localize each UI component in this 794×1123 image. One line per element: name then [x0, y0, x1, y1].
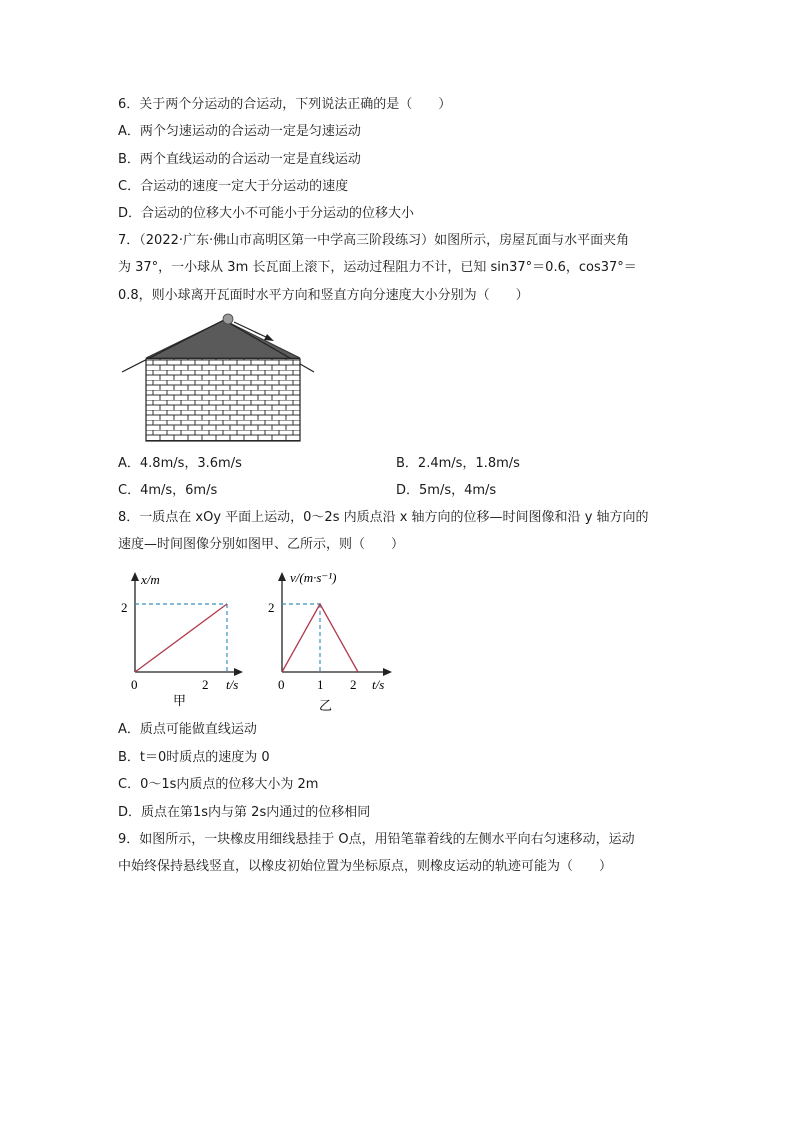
q7-stem-line2: 为 37°，一小球从 3m 长瓦面上滚下，运动过程阻力不计，已知 sin37°＝0.6，cos37°＝: [118, 260, 637, 275]
motion-arrowhead: [264, 334, 274, 341]
q8-stem-line2: 速度—时间图像分别如图甲、乙所示，则（ ）: [118, 537, 405, 552]
chart-yi: [264, 568, 399, 713]
ball: [223, 314, 233, 324]
chart-yi-xtick-0: 0: [278, 677, 285, 692]
chart-jia-xtick-2: 2: [202, 677, 209, 692]
q7-option-d: D．5m/s，4m/s: [396, 483, 497, 498]
chart-yi-xlabel: t/s: [372, 677, 385, 692]
house-roof-figure: [118, 310, 318, 445]
chart-yi-xtick-2: 2: [350, 677, 357, 692]
chart-jia-ylabel: x/m: [141, 572, 160, 587]
q8-stem-line1: 8．一质点在 xOy 平面上运动，0～2s 内质点沿 x 轴方向的位移—时间图像和沿 y 轴方向的: [118, 510, 649, 525]
chart-jia-ytick-2: 2: [121, 600, 128, 615]
q9-stem-line2: 中始终保持悬线竖直，以橡皮初始位置为坐标原点，则橡皮运动的轨迹可能为（ ）: [118, 859, 613, 874]
q7-option-a: A．4.8m/s，3.6m/s: [118, 456, 242, 471]
q8-option-d: D．质点在第1s内与第 2s内通过的位移相同: [118, 805, 371, 820]
chart-jia-xtick-0: 0: [131, 677, 138, 692]
q8-option-a: A．质点可能做直线运动: [118, 722, 257, 737]
chart-jia-x-arrow: [234, 668, 243, 676]
chart-yi-xtick-1: 1: [317, 677, 324, 692]
roof-shape: [146, 320, 300, 358]
q7-stem-line3: 0.8，则小球离开瓦面时水平方向和竖直方向分速度大小分别为（ ）: [118, 288, 529, 303]
q6-stem: 6．关于两个分运动的合运动，下列说法正确的是（ ）: [118, 97, 452, 112]
q8-option-c: C．0～1s内质点的位移大小为 2m: [118, 777, 319, 792]
chart-yi-y-arrow: [278, 572, 286, 581]
chart-yi-x-arrow: [383, 668, 392, 676]
chart-jia: [115, 568, 250, 713]
q6-option-c: C．合运动的速度一定大于分运动的速度: [118, 179, 349, 194]
q7-option-b: B．2.4m/s，1.8m/s: [396, 456, 520, 471]
q6-option-b: B．两个直线运动的合运动一定是直线运动: [118, 152, 361, 167]
chart-jia-series-line: [135, 604, 227, 672]
chart-yi-title: 乙: [319, 698, 333, 713]
chart-jia-xlabel: t/s: [226, 677, 239, 692]
chart-jia-y-arrow: [131, 572, 139, 581]
q9-stem-line1: 9．如图所示，一块橡皮用细线悬挂于 O点，用铅笔靠着线的左侧水平向右匀速移动，运动: [118, 832, 635, 847]
q6-option-d: D．合运动的位移大小不可能小于分运动的位移大小: [118, 206, 415, 221]
q6-option-a: A．两个匀速运动的合运动一定是匀速运动: [118, 124, 361, 139]
q7-option-c: C．4m/s，6m/s: [118, 483, 218, 498]
brick-wall: [146, 359, 300, 441]
chart-yi-ylabel: v/(m·s⁻¹): [290, 570, 337, 585]
chart-jia-title: 甲: [173, 693, 187, 708]
q7-stem-line1: 7．（2022·广东·佛山市高明区第一中学高三阶段练习）如图所示，房屋瓦面与水平面夹角: [118, 233, 630, 248]
chart-yi-ytick-2: 2: [268, 600, 275, 615]
q8-option-b: B．t＝0时质点的速度为 0: [118, 750, 270, 765]
